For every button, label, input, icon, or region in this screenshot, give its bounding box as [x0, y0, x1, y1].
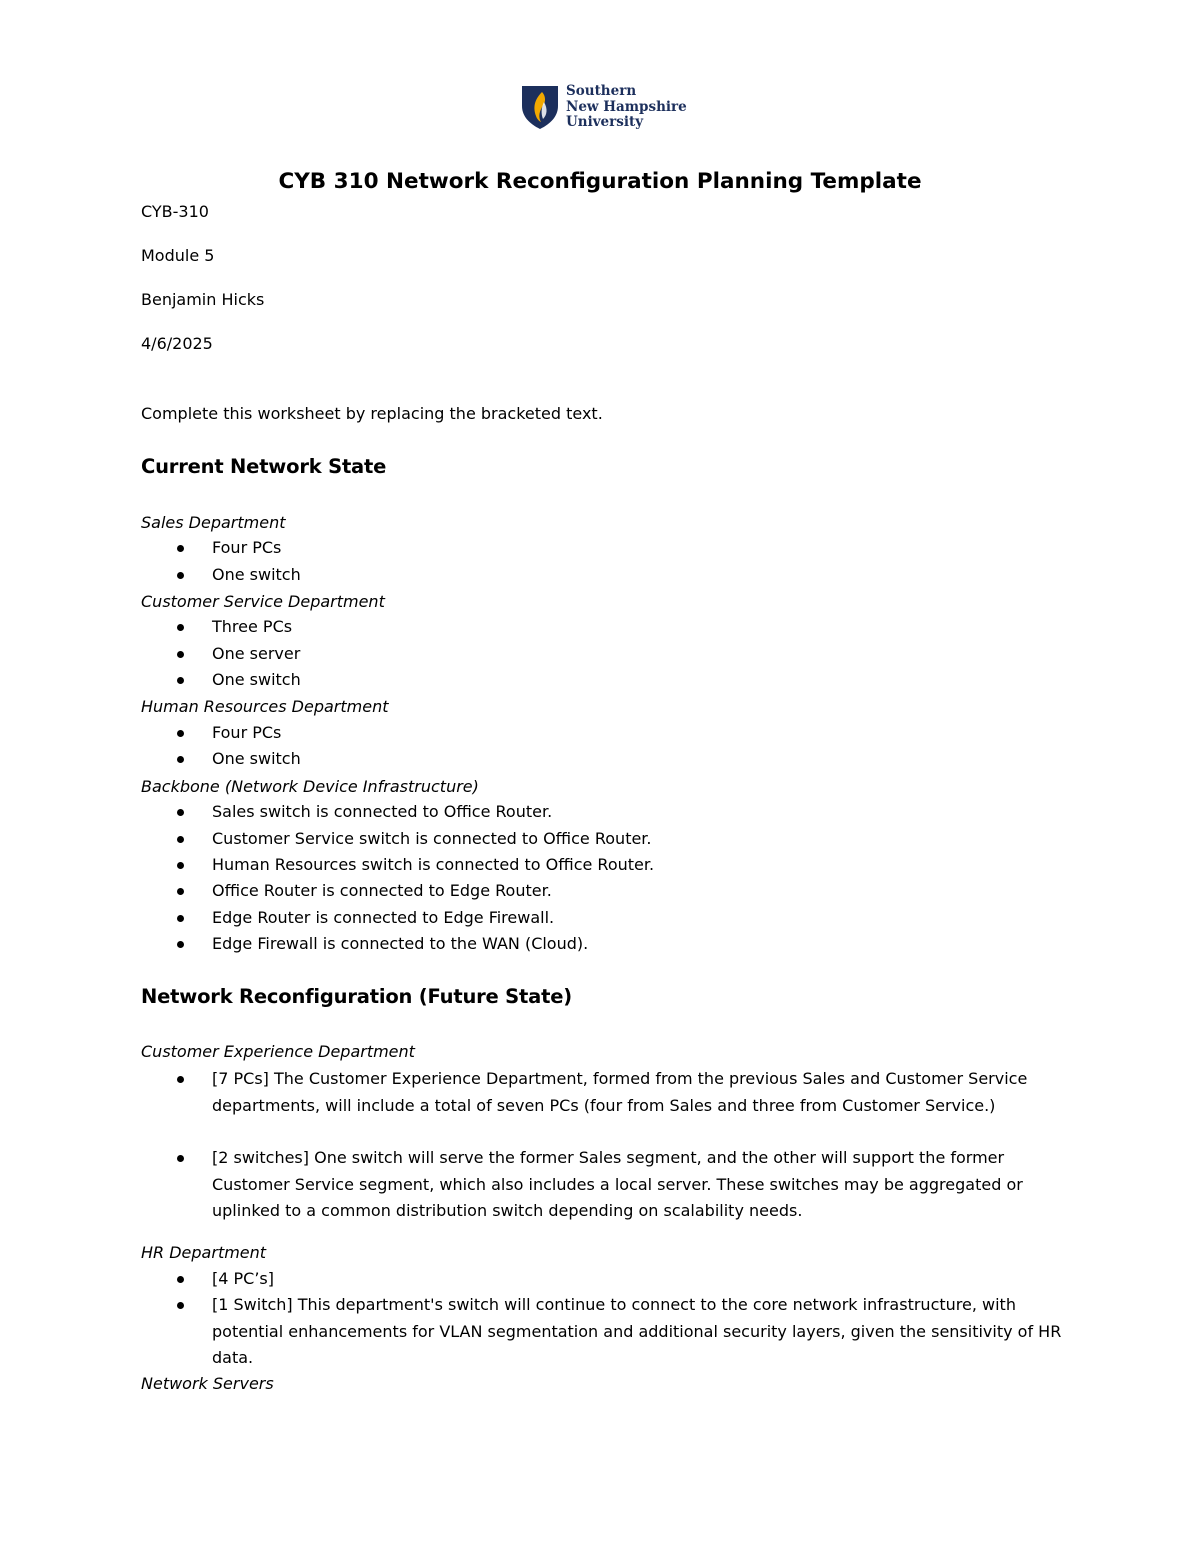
list-item: One server — [212, 641, 1062, 668]
list-item: Customer Service switch is connected to Office Router. — [212, 826, 1062, 853]
bullet-icon — [177, 1276, 184, 1283]
list-item: One switch — [212, 562, 1062, 589]
bullet-icon — [177, 572, 184, 579]
list-item: Three PCs — [212, 614, 1062, 641]
hr-department-label: Human Resources Department — [141, 697, 389, 716]
logo-line: Southern — [566, 83, 637, 99]
shield-flame-logo-icon — [520, 84, 560, 130]
bullet-icon — [177, 915, 184, 922]
customer-experience-department-label: Customer Experience Department — [141, 1042, 415, 1061]
list-item: Sales switch is connected to Office Router. — [212, 799, 1062, 826]
bullet-icon — [177, 809, 184, 816]
logo-wordmark — [566, 84, 687, 131]
bullet-icon — [177, 624, 184, 631]
document-title: CYB 310 Network Reconfiguration Planning Template — [278, 169, 922, 194]
document-date: 4/6/2025 — [141, 334, 213, 353]
list-item: Four PCs — [212, 720, 1062, 747]
backbone-label: Backbone (Network Device Infrastructure) — [141, 777, 479, 796]
module-label: Module 5 — [141, 246, 215, 265]
bullet-icon — [177, 756, 184, 763]
list-item: Four PCs — [212, 535, 1062, 562]
sales-department-label: Sales Department — [141, 513, 286, 532]
list-item: Edge Firewall is connected to the WAN (Cloud). — [212, 931, 1062, 958]
university-logo — [520, 84, 690, 134]
list-item: Human Resources switch is connected to Office Router. — [212, 852, 1062, 879]
course-code: CYB-310 — [141, 202, 209, 221]
bullet-icon — [177, 545, 184, 552]
list-item: [1 Switch] This department's switch will continue to connect to the core network infrastructure, with potential enhancements for VLAN segmentation and additional security layers, given the sensitivity of HR data. — [212, 1292, 1062, 1372]
list-item: [4 PC’s] — [212, 1266, 1062, 1293]
heading-current-state: Current Network State — [141, 455, 387, 478]
bullet-icon — [177, 1155, 184, 1162]
bullet-icon — [177, 888, 184, 895]
network-servers-label: Network Servers — [141, 1374, 274, 1393]
bullet-icon — [177, 1076, 184, 1083]
bullet-icon — [177, 1302, 184, 1309]
list-item: One switch — [212, 746, 1062, 773]
list-item: [2 switches] One switch will serve the former Sales segment, and the other will support the former Customer Service segment, which also includes a local server. These switches may be aggregated or uplinked to a common distribution switch depending on scalability needs. — [212, 1145, 1062, 1225]
list-item: [7 PCs] The Customer Experience Department, formed from the previous Sales and Customer Service departments, will include a total of seven PCs (four from Sales and three from Customer Service.) — [212, 1066, 1062, 1119]
list-item: Office Router is connected to Edge Router. — [212, 878, 1062, 905]
author-name: Benjamin Hicks — [141, 290, 265, 309]
heading-future-state: Network Reconfiguration (Future State) — [141, 985, 572, 1008]
hr-department-future-label: HR Department — [141, 1243, 267, 1262]
customer-service-department-label: Customer Service Department — [141, 592, 385, 611]
logo-line: University — [566, 114, 644, 130]
logo-line: New Hampshire — [566, 98, 687, 115]
bullet-icon — [177, 836, 184, 843]
instructions: Complete this worksheet by replacing the bracketed text. — [141, 404, 603, 423]
list-item: Edge Router is connected to Edge Firewall. — [212, 905, 1062, 932]
bullet-icon — [177, 651, 184, 658]
bullet-icon — [177, 941, 184, 948]
list-item: One switch — [212, 667, 1062, 694]
bullet-icon — [177, 862, 184, 869]
bullet-icon — [177, 677, 184, 684]
bullet-icon — [177, 730, 184, 737]
